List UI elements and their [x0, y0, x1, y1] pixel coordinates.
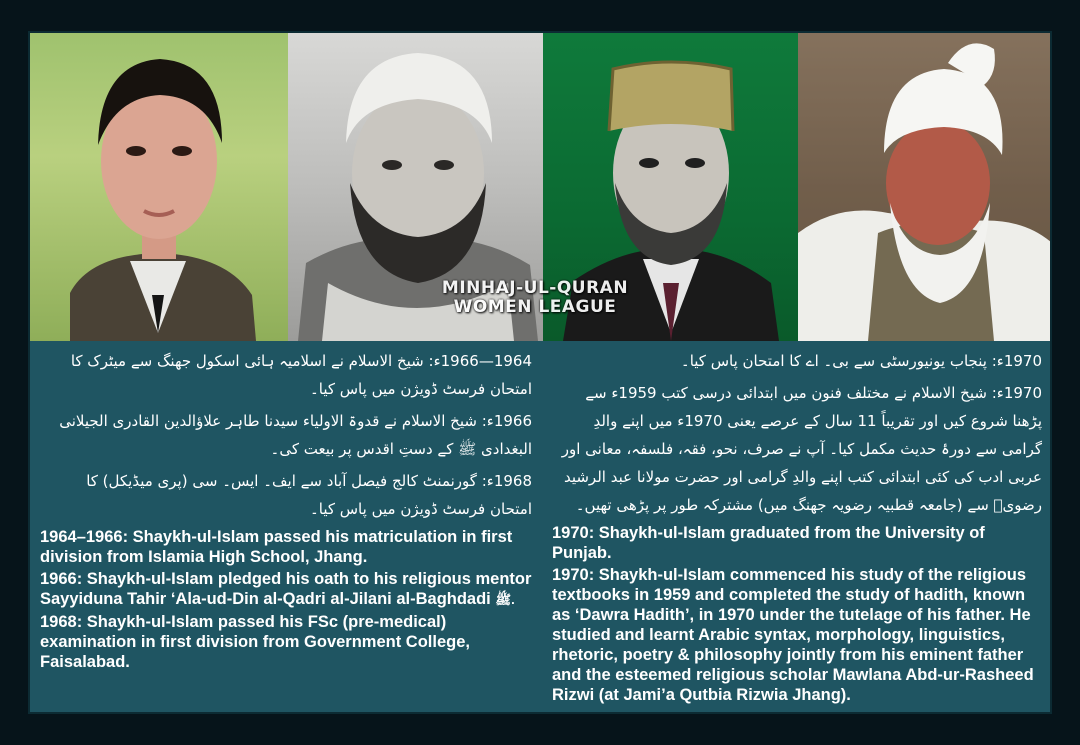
urdu-paragraph-1970-hadith: 1970ء: شیخ الاسلام نے مختلف فنون میں ابتدائی درسی کتب 1959ء سے پڑھنا شروع کیں اور تقریباً 11 سال کے عرصے یعنی 1970ء میں اپنے والدِ گرامی سے دورۂ حدیث مکمل کیا۔ آپ نے صرف، نحو، فقہ، فلسفہ، معانی اور عربی ادب کی کئی ابتدائی کتب اپنے والدِ گرامی اور حضرت مولانا عبد الرشید رضویؒ سے (جامعہ قطبیہ رضویہ جھنگ میں) مشترکہ طور پر پڑھی تھیں۔ — [561, 384, 1042, 514]
watermark-line-2: WOMEN LEAGUE — [453, 297, 617, 317]
urdu-paragraph-1970-ba: 1970ء: پنجاب یونیورسٹی سے بی۔ اے کا امتحان پاس کیا۔ — [680, 352, 1042, 370]
info-panel — [28, 31, 1052, 714]
english-paragraph-1966-text: 1966: Shaykh-ul-Islam pledged his oath to his religious mentor Sayyiduna Tahir ‘Ala-ud-Din al-Qadri al-Jilani al-Baghdadi — [40, 570, 532, 608]
urdu-paragraph-1968: 1968ء: گورنمنٹ کالج فیصل آباد سے ایف۔ ایس۔ سی (پری میڈیکل) کا امتحان فرسٹ ڈویژن میں پاس کیا۔ — [86, 472, 532, 518]
photo-young-student — [30, 33, 288, 341]
watermark-line-1: MINHAJ-UL-QURAN — [441, 278, 629, 298]
right-text-column — [552, 347, 1042, 707]
left-text-column — [40, 347, 532, 674]
english-paragraph-1968: 1968: Shaykh-ul-Islam passed his FSc (pre-medical) examination in first division from Government College, Faisalabad. — [40, 613, 470, 671]
urdu-paragraph-1964: 1964—1966ء: شیخ الاسلام نے اسلامیہ ہائی اسکول جھنگ سے میٹرک کا امتحان فرسٹ ڈویژن میں پاس کیا۔ — [70, 352, 532, 398]
watermark-text — [430, 279, 640, 317]
english-paragraph-1970-graduation: 1970: Shaykh-ul-Islam graduated from the University of Punjab. — [552, 524, 985, 562]
urdu-paragraph-1966: 1966ء: شیخ الاسلام نے قدوۃ الاولیاء سیدنا طاہر علاؤالدین القادری الجیلانی البغدادی ﷺ کے دستِ اقدس پر بیعت کی۔ — [59, 412, 532, 458]
honorific-symbol: ﷺ. — [495, 592, 515, 607]
photo-elder-scholar — [798, 33, 1052, 341]
english-paragraph-1970-hadith: 1970: Shaykh-ul-Islam commenced his study of the religious textbooks in 1959 and completed the study of hadith, known as ‘Dawra Hadith’, in 1970 under the tutelage of his father. He studied and learnt Arabic syntax, morphology, linguistics, rhetoric, poetry & philosophy jointly from his eminent father and the esteemed religious scholar Mawlana Abd-ur-Rasheed Rizwi (at Jami’a Qutbia Rizwia Jhang). — [552, 566, 1034, 704]
english-paragraph-1964: 1964–1966: Shaykh-ul-Islam passed his matriculation in first division from Islamia High School, Jhang. — [40, 528, 513, 566]
english-paragraph-1966 — [40, 569, 532, 610]
portrait-1-image — [30, 33, 288, 341]
portrait-4-image — [798, 33, 1052, 341]
